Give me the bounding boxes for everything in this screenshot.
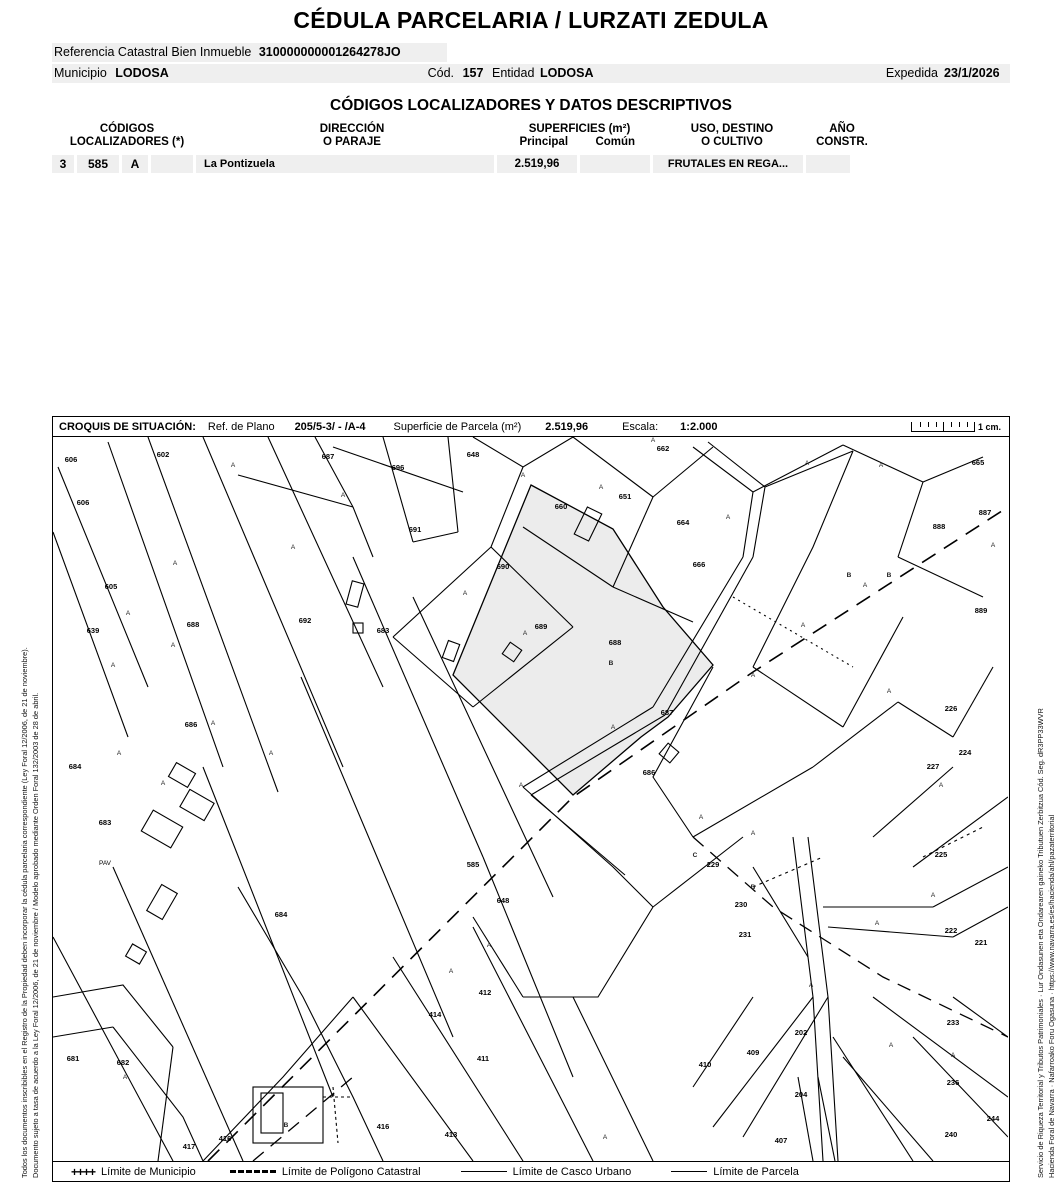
svg-text:416: 416 xyxy=(376,1122,390,1131)
escala-label: Escala: xyxy=(622,420,659,433)
municipio-value: LODOSA xyxy=(115,66,169,81)
svg-text:A: A xyxy=(950,1052,956,1059)
svg-text:A: A xyxy=(598,484,604,491)
svg-text:666: 666 xyxy=(692,560,706,569)
escala-value: 1:2.000 xyxy=(680,420,718,433)
svg-text:B: B xyxy=(750,884,756,891)
svg-text:414: 414 xyxy=(428,1010,442,1019)
svg-text:202: 202 xyxy=(794,1028,808,1037)
cell-codigo-extra xyxy=(151,155,193,173)
svg-text:A: A xyxy=(610,724,616,731)
legend-item-municipio xyxy=(53,1165,196,1179)
entidad-label: Entidad xyxy=(492,64,540,83)
expedida-label: Expedida xyxy=(876,64,944,83)
cod-label: Cód. xyxy=(414,64,454,83)
svg-text:686: 686 xyxy=(642,768,656,777)
solid-line-thin-icon xyxy=(671,1171,707,1172)
svg-text:B: B xyxy=(283,1122,289,1129)
reference-field-filler xyxy=(401,43,447,62)
cell-direccion: La Pontizuela xyxy=(196,155,494,173)
plus-line-icon: ++++ xyxy=(71,1164,96,1179)
svg-text:A: A xyxy=(522,630,528,637)
cell-parcela: 585 xyxy=(77,155,119,173)
svg-text:648: 648 xyxy=(496,896,510,905)
svg-text:692: 692 xyxy=(298,616,312,625)
cell-uso-cultivo: FRUTALES EN REGA... xyxy=(653,155,803,173)
svg-text:226: 226 xyxy=(944,704,958,713)
svg-text:888: 888 xyxy=(932,522,946,531)
croquis-label: CROQUIS DE SITUACIÓN: xyxy=(59,420,196,433)
svg-text:686: 686 xyxy=(184,720,198,729)
svg-text:887: 887 xyxy=(978,508,992,517)
header-codigos-line2: LOCALIZADORES (*) xyxy=(69,136,185,149)
svg-text:889: 889 xyxy=(974,606,988,615)
svg-text:A: A xyxy=(160,780,166,787)
svg-text:407: 407 xyxy=(774,1136,788,1145)
svg-text:606: 606 xyxy=(76,498,90,507)
svg-text:413: 413 xyxy=(444,1130,458,1139)
svg-text:C: C xyxy=(692,852,698,859)
svg-text:A: A xyxy=(340,492,346,499)
svg-text:664: 664 xyxy=(676,518,690,527)
ref-plano-value: 205/5-3/ - /A-4 xyxy=(294,420,366,433)
svg-text:683: 683 xyxy=(376,626,390,635)
legal-note-left-2: Documento sujeto a tasa de acuerdo a la Ley Foral 12/2006, de 21 de noviembre / Modelo aprobado mediante Orden Foral 132/2003 de 28 de abril. xyxy=(31,692,40,1178)
svg-text:688: 688 xyxy=(186,620,200,629)
superficie-parcela-value: 2.519,96 xyxy=(545,420,589,433)
municipality-row xyxy=(52,64,1010,83)
entidad-value: LODOSA xyxy=(540,64,876,83)
svg-text:411: 411 xyxy=(476,1054,490,1063)
svg-text:605: 605 xyxy=(104,582,118,591)
legend-label-parcela: Límite de Parcela xyxy=(713,1165,799,1178)
municipio-group xyxy=(52,64,414,83)
municipio-label: Municipio xyxy=(54,66,107,81)
svg-text:409: 409 xyxy=(746,1048,760,1057)
svg-text:A: A xyxy=(862,582,868,589)
svg-text:662: 662 xyxy=(656,444,670,453)
svg-text:688: 688 xyxy=(608,638,622,647)
svg-text:665: 665 xyxy=(971,458,985,467)
scale-ruler-icon xyxy=(911,422,975,432)
svg-text:684: 684 xyxy=(274,910,288,919)
svg-text:A: A xyxy=(170,642,176,649)
svg-text:A: A xyxy=(808,982,814,989)
header-uso-destino xyxy=(657,123,807,151)
header-uso-line2: O CULTIVO xyxy=(701,136,763,149)
svg-text:A: A xyxy=(268,750,274,757)
svg-text:417: 417 xyxy=(182,1142,196,1151)
svg-text:244: 244 xyxy=(986,1114,1000,1123)
svg-text:A: A xyxy=(990,542,996,549)
cell-superficie-comun xyxy=(580,155,650,173)
svg-text:660: 660 xyxy=(554,502,568,511)
legend-item-parcela xyxy=(631,1166,799,1178)
svg-text:A: A xyxy=(122,1074,128,1081)
svg-text:410: 410 xyxy=(698,1060,712,1069)
svg-text:A: A xyxy=(518,782,524,789)
svg-text:A: A xyxy=(172,560,178,567)
svg-text:233: 233 xyxy=(946,1018,960,1027)
svg-text:691: 691 xyxy=(408,525,422,534)
legend-label-casco-urbano: Límite de Casco Urbano xyxy=(512,1165,632,1178)
svg-text:651: 651 xyxy=(618,492,632,501)
svg-text:A: A xyxy=(230,462,236,469)
svg-text:602: 602 xyxy=(156,450,170,459)
svg-text:PAV: PAV xyxy=(98,860,112,867)
svg-text:229: 229 xyxy=(706,860,720,869)
header-codigos-line1: CÓDIGOS xyxy=(99,123,155,136)
svg-text:A: A xyxy=(930,892,936,899)
svg-text:687: 687 xyxy=(321,452,335,461)
svg-text:A: A xyxy=(125,610,131,617)
svg-text:224: 224 xyxy=(958,748,972,757)
cell-poligono: 3 xyxy=(52,155,74,173)
header-anio-constr xyxy=(807,123,877,151)
svg-text:A: A xyxy=(698,814,704,821)
svg-text:236: 236 xyxy=(946,1078,960,1087)
header-superficies xyxy=(502,123,657,151)
map-canvas[interactable] xyxy=(53,437,1009,1161)
svg-text:B: B xyxy=(608,660,614,667)
svg-text:690: 690 xyxy=(496,562,510,571)
legend-item-casco-urbano xyxy=(421,1166,632,1178)
svg-text:687: 687 xyxy=(660,708,674,717)
svg-text:A: A xyxy=(804,460,810,467)
header-superficies-line1: SUPERFICIES (m²) xyxy=(528,123,631,136)
expedida-value: 23/1/2026 xyxy=(944,64,1010,83)
svg-text:606: 606 xyxy=(64,455,78,464)
svg-text:684: 684 xyxy=(68,762,82,771)
map-header-bar xyxy=(53,417,1009,437)
svg-text:222: 222 xyxy=(944,926,958,935)
legend-label-municipio: Límite de Municipio xyxy=(101,1165,196,1178)
svg-text:A: A xyxy=(938,782,944,789)
svg-text:681: 681 xyxy=(66,1054,80,1063)
header-anio-line1: AÑO xyxy=(829,123,855,136)
cadastral-reference-value: 310000000001264278JO xyxy=(258,45,401,60)
legal-note-right-1: Servicio de Riqueza Territorial y Tributos Patrimoniales · Lur Ondasunen eta Ondarearen gaineko Tributuen Zerbitzua Cód. Seg. dR3PP33WVR xyxy=(1036,708,1045,1178)
svg-text:221: 221 xyxy=(974,938,988,947)
svg-text:204: 204 xyxy=(794,1090,808,1099)
croquis-map-panel xyxy=(52,416,1010,1182)
scale-unit-label: 1 cm. xyxy=(977,421,1001,432)
svg-text:A: A xyxy=(886,688,892,695)
header-superficies-comun: Común xyxy=(595,136,636,149)
svg-text:416: 416 xyxy=(218,1134,232,1143)
svg-text:A: A xyxy=(750,830,756,837)
header-direccion-line1: DIRECCIÓN xyxy=(319,123,385,136)
legal-note-left-1: Todos los documentos inscribibles en el Registro de la Propiedad deben incorporar la cédula parcelaria correspondiente (Ley Foral 12/2006, de 21 de noviembre). xyxy=(20,647,29,1178)
svg-text:585: 585 xyxy=(466,860,480,869)
svg-text:A: A xyxy=(116,750,122,757)
cod-value: 157 xyxy=(454,64,492,83)
section-title: CÓDIGOS LOCALIZADORES Y DATOS DESCRIPTIVOS xyxy=(330,97,732,115)
svg-text:A: A xyxy=(520,472,526,479)
cell-anio-construccion xyxy=(806,155,850,173)
table-row xyxy=(52,155,1010,173)
svg-text:682: 682 xyxy=(116,1058,130,1067)
svg-text:683: 683 xyxy=(98,818,112,827)
svg-text:230: 230 xyxy=(734,900,748,909)
svg-text:412: 412 xyxy=(478,988,492,997)
superficie-parcela-label: Superficie de Parcela (m²) xyxy=(393,420,522,433)
svg-text:A: A xyxy=(878,462,884,469)
svg-text:B: B xyxy=(886,572,892,579)
svg-text:A: A xyxy=(650,437,656,444)
solid-line-icon xyxy=(461,1171,507,1172)
svg-text:A: A xyxy=(462,590,468,597)
cell-subparcela: A xyxy=(122,155,148,173)
svg-text:A: A xyxy=(888,1042,894,1049)
svg-text:A: A xyxy=(750,672,756,679)
header-anio-line2: CONSTR. xyxy=(816,136,868,149)
cell-superficie-principal: 2.519,96 xyxy=(497,155,577,173)
descriptive-table xyxy=(52,123,1010,173)
svg-text:A: A xyxy=(800,622,806,629)
table-header-row xyxy=(52,123,1010,151)
page-title: CÉDULA PARCELARIA / LURZATI ZEDULA xyxy=(293,7,769,33)
svg-text:A: A xyxy=(210,720,216,727)
scale-bar xyxy=(911,422,1009,432)
svg-text:A: A xyxy=(448,968,454,975)
svg-text:231: 231 xyxy=(738,930,752,939)
map-legend xyxy=(53,1161,1009,1181)
svg-text:A: A xyxy=(602,1134,608,1141)
svg-text:A: A xyxy=(725,514,731,521)
svg-text:227: 227 xyxy=(926,762,940,771)
header-direccion-line2: O PARAJE xyxy=(323,136,381,149)
identification-block xyxy=(52,43,1010,83)
svg-text:240: 240 xyxy=(944,1130,958,1139)
svg-text:689: 689 xyxy=(534,622,548,631)
cadastral-reference-label: Referencia Catastral Bien Inmueble xyxy=(54,45,252,60)
ref-plano-label: Ref. de Plano xyxy=(207,420,275,433)
header-codigos-localizadores xyxy=(52,123,202,151)
svg-text:A: A xyxy=(290,544,296,551)
legend-item-poligono xyxy=(196,1166,421,1178)
svg-text:B: B xyxy=(846,572,852,579)
header-superficies-principal: Principal xyxy=(519,136,569,149)
svg-text:225: 225 xyxy=(934,850,948,859)
header-uso-line1: USO, DESTINO xyxy=(690,123,774,136)
cadastral-parcels-drawing xyxy=(53,437,1008,1161)
svg-text:639: 639 xyxy=(86,626,100,635)
header-direccion xyxy=(202,123,502,151)
svg-text:696: 696 xyxy=(391,463,405,472)
svg-text:A: A xyxy=(874,920,880,927)
cadastral-reference-row xyxy=(52,43,1010,62)
svg-text:A: A xyxy=(110,662,116,669)
svg-text:A: A xyxy=(486,942,492,949)
svg-text:648: 648 xyxy=(466,450,480,459)
dashed-line-icon xyxy=(230,1170,276,1173)
legend-label-poligono: Límite de Polígono Catastral xyxy=(281,1165,421,1178)
legal-note-right-2: Hacienda Foral de Navarra · Nafarroako Foru Ogasuna · https://www.navarra.es/es/hacienda/ahl/pazaterritorial xyxy=(1047,814,1056,1178)
